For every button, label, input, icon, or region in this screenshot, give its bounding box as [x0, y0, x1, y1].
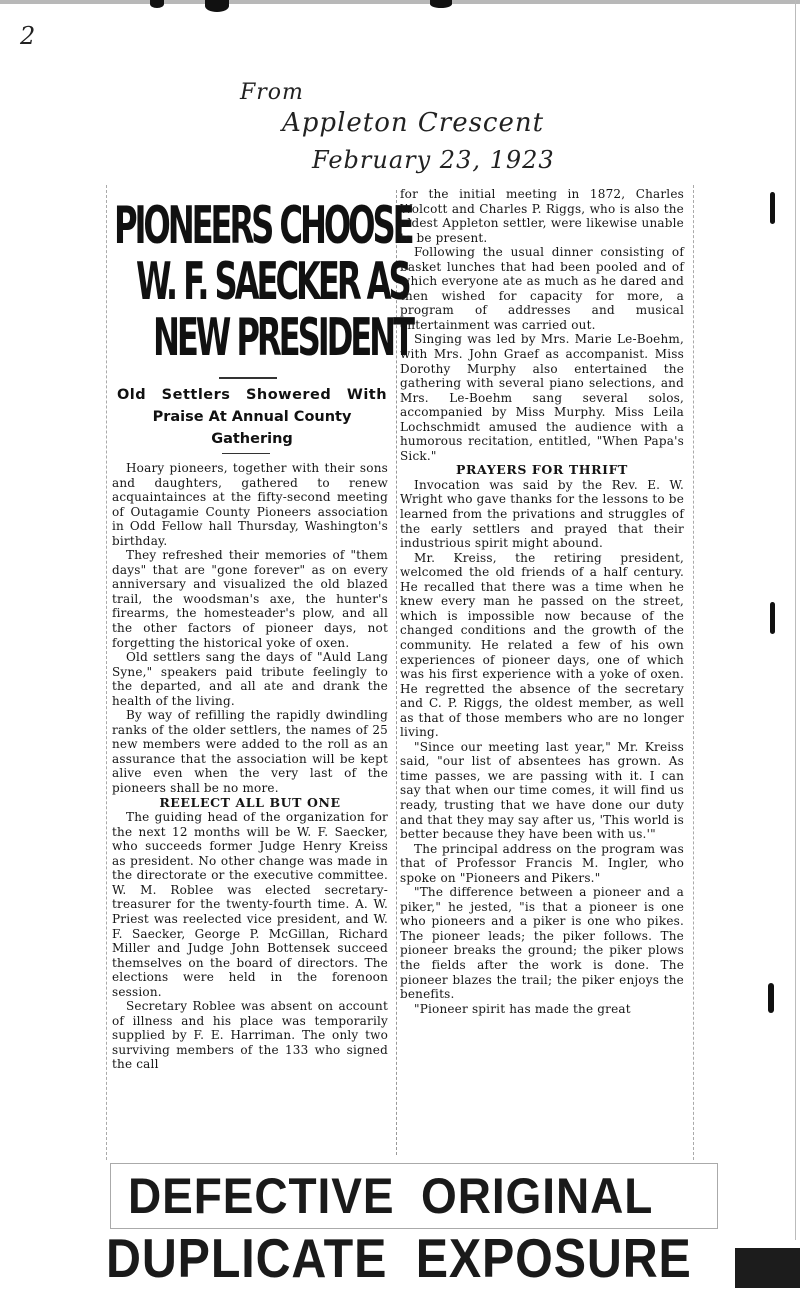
headline-line: PIONEERS CHOOSE: [114, 196, 412, 256]
article-subheadline: [108, 384, 396, 450]
headline-line: NEW PRESIDENT: [153, 308, 412, 368]
subheadline-line: Gathering: [211, 431, 293, 447]
paragraph: By way of refilling the rapidly dwindling ranks of the older settlers, the names of 25 new members were added to the roll as an assurance that the association will be kept alive even when the very last of the pioneers shall be no more.: [112, 708, 388, 796]
page-number: 2: [20, 22, 36, 50]
section-heading: PRAYERS FOR THRIFT: [456, 462, 628, 478]
paragraph: for the initial meeting in 1872, Charles Wolcott and Charles P. Riggs, who is also the oldest Appleton settler, were likewise unable to be present.: [400, 187, 684, 245]
handwritten-source-name: Appleton Crescent: [282, 108, 545, 138]
scan-dark-corner: [735, 1248, 800, 1288]
binding-mark: [770, 192, 775, 224]
paragraph: Following the usual dinner consisting of basket lunches that had been pooled and of which everyone ate as much as he dared and then wished for capacity for more, a program of addresses and musical entertainment was carried out.: [400, 245, 684, 332]
paragraph: Invocation was said by the Rev. E. W. Wright who gave thanks for the lessons to be learned from the privations and struggles of the early settlers and prayed that their industrious spirit might abound.: [400, 477, 684, 551]
subheadline-line: Old Settlers Showered With: [116, 387, 388, 403]
paragraph: Secretary Roblee was absent on account of illness and his place was temporarily supplied by F. E. Harriman. The only two surviving members of the 133 who signed the call: [112, 999, 388, 1072]
page-edge: [795, 0, 796, 1240]
paragraph: Hoary pioneers, together with their sons and daughters, gathered to renew acquaintainces at the fifty-second meeting of Outagamie County Pioneers association in Odd Fellow hall Thursday, Washington's birthday.: [112, 461, 388, 548]
scan-top-edge: [0, 0, 800, 4]
headline-rule: [219, 377, 277, 379]
binding-mark: [768, 983, 774, 1013]
article-column-right: [400, 187, 684, 1016]
article-column-left: [112, 461, 388, 1072]
paragraph: The principal address on the program was that of Professor Francis M. Ingler, who spoke on "Pioneers and Pikers.": [400, 841, 684, 885]
paragraph: Singing was led by Mrs. Marie Le-Boehm, with Mrs. John Graef as accompanist. Miss Dorothy Murphy also entertained the gathering with several piano selections, and Mrs. Le-Boehm sang several solos, accompanied by Miss Murphy. Miss Leila Lochschmidt amused the audience with a humorous recitation, entitled, "When Papa's Sick.": [400, 332, 684, 463]
section-heading: REELECT ALL BUT ONE: [159, 794, 341, 810]
paragraph: The guiding head of the organization for the next 12 months will be W. F. Saecker, who succeeds former Judge Henry Kreiss as president. No other change was made in the directorate or the executive committee. W. M. Roblee was elected secretary-treasurer for the twenty-fourth time. A. W. Priest was reelected vice president, and W. F. Saecker, George P. McGillan, Richard Miller and Judge John Bottensek succeed themselves on the board of directors. The elections were held in the forenoon session.: [112, 810, 388, 999]
paragraph: "Pioneer spirit has made the great: [414, 1001, 631, 1016]
ink-blot: [205, 0, 229, 12]
paragraph: "Since our meeting last year," Mr. Kreiss said, "our list of absentees has grown. As time passes, we are passing with it. I can say that when our time comes, it will find us ready, trusting that we have done our duty and that they may say after us, 'This world is better because they have been with us.'": [400, 739, 684, 842]
ink-blot: [430, 0, 452, 8]
ink-blot: [150, 0, 164, 8]
article-headline: [108, 196, 412, 368]
subheadline-line: Praise At Annual County: [152, 409, 352, 425]
binding-mark: [770, 602, 775, 634]
paragraph: "The difference between a pioneer and a piker," he jested, "is that a pioneer is one who pioneers and a piker is one who pikes. The pioneer leads; the piker follows. The pioneer breaks the ground; the piker plows the fields after the work is done. The pioneer blazes the trail; the piker enjoys the benefits.: [400, 885, 684, 1002]
paragraph: Old settlers sang the days of "Auld Lang Syne," speakers paid tribute feelingly to the departed, and all ate and drank the health of the living.: [112, 650, 388, 708]
handwritten-date: February 23, 1923: [312, 146, 555, 174]
paragraph: Mr. Kreiss, the retiring president, welcomed the old friends of a half century. He recalled that there was a time when he knew every man he passed on the street, which is impossible now because of the changed conditions and the growth of the community. He related a few of his own experiences of pioneer days, one of which was his first experience with a yoke of oxen. He regretted the absence of the secretary and C. P. Riggs, the oldest member, as well as that of those members who are no longer living.: [400, 550, 684, 740]
duplicate-exposure-stamp: DUPLICATE EXPOSURE: [106, 1227, 692, 1289]
headline-line: W. F. SAECKER AS: [136, 252, 409, 312]
subheadline-rule: [222, 453, 270, 454]
handwritten-source-from: From: [240, 80, 304, 105]
paragraph: They refreshed their memories of "them days" that are "gone forever" as on every anniversary and visualized the old blazed trail, the woodsman's axe, the hunter's firearms, the homesteader's plow, and all the other factors of pioneer days, not forgetting the historical yoke of oxen.: [112, 548, 388, 650]
defective-original-stamp: DEFECTIVE ORIGINAL: [128, 1168, 654, 1224]
